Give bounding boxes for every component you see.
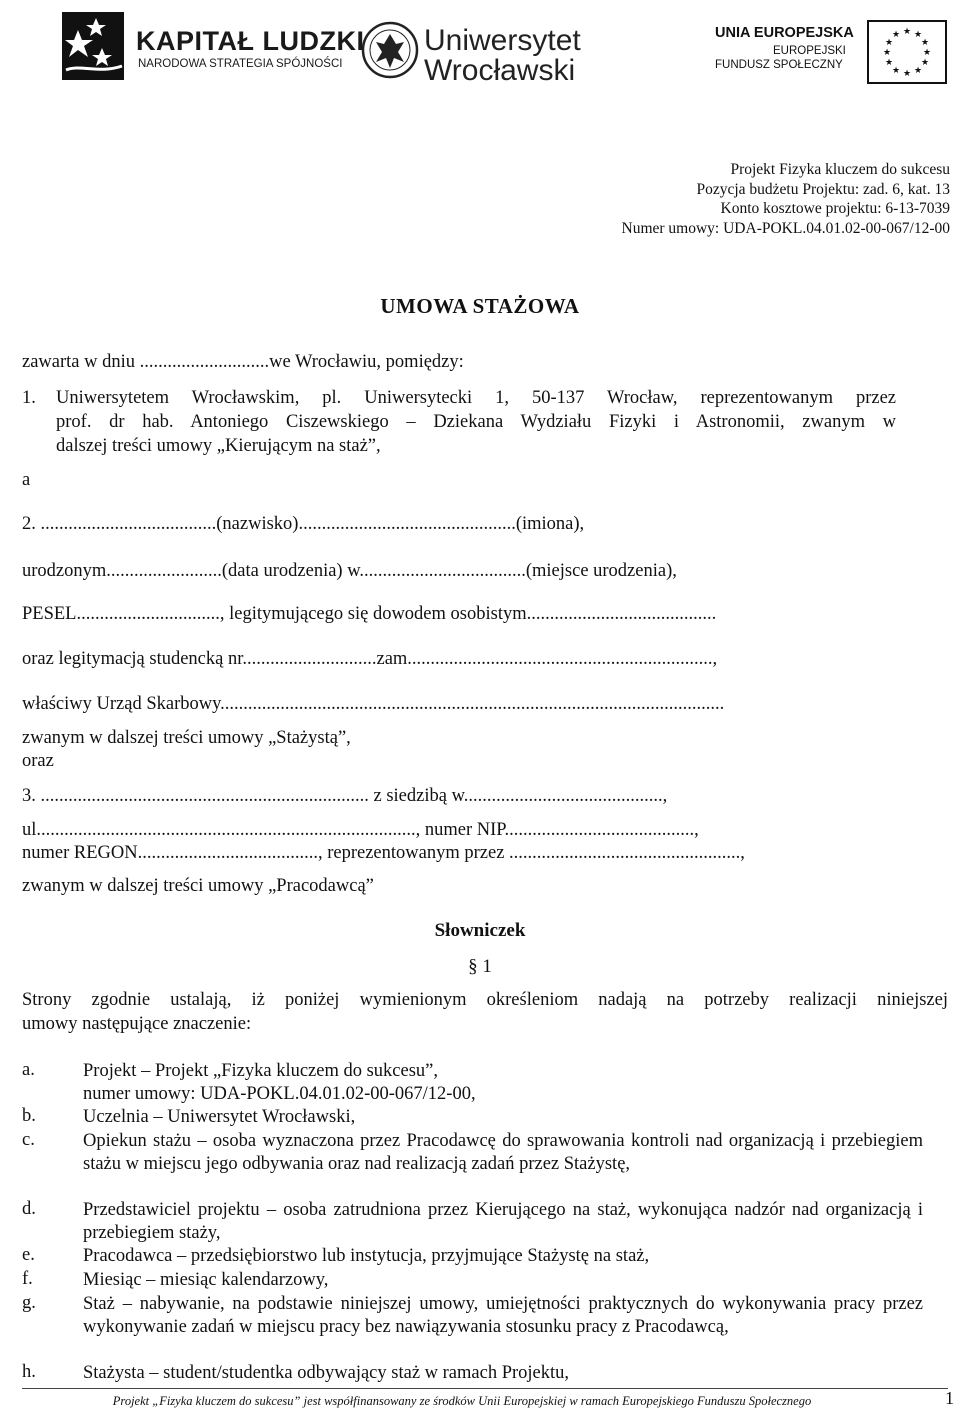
party1-line2: prof. dr hab. Antoniego Ciszewskiego – Dziekana Wydziału Fizyki i Astronomii, zwanym w — [56, 412, 896, 432]
project-name: Projekt Fizyka kluczem do sukcesu — [730, 161, 950, 178]
kl-title: KAPITAŁ LUDZKI — [136, 26, 365, 56]
header-logos — [0, 0, 960, 110]
party2-line1: 2. ......................................(nazwisko)...............................................(imiona), — [22, 514, 585, 534]
concluded-line: zawarta w dniu ............................we Wrocławiu, pomiędzy: — [22, 352, 464, 372]
list-item-letter: h. — [22, 1362, 36, 1382]
svg-text:★: ★ — [892, 66, 901, 76]
svg-text:★: ★ — [892, 30, 901, 40]
svg-text:★: ★ — [921, 58, 930, 68]
page-number: 1 — [945, 1388, 954, 1408]
glossary-intro-line1: Strony zgodnie ustalają, iż poniżej wymienionym określeniom nadają na potrzeby realizacji niniejszej — [22, 990, 948, 1010]
eu-logo — [705, 8, 950, 88]
svg-text:★: ★ — [923, 48, 932, 58]
list-item-letter: c. — [22, 1130, 35, 1150]
list-item-text: Projekt – Projekt „Fizyka kluczem do sukcesu”, numer umowy: UDA-POKL.04.01.02-00-067/12-00, — [83, 1061, 476, 1104]
list-item-letter: d. — [22, 1199, 36, 1219]
list-item-text: Przedstawiciel projektu – osoba zatrudniona przez Kierującego na staż, wykonująca nadzór nad organizacją i przebiegiem staży, — [83, 1200, 923, 1243]
uwr-name-line2: Wrocławski — [424, 54, 576, 87]
party1-number: 1. — [22, 388, 36, 408]
svg-text:★: ★ — [921, 38, 930, 48]
cost-account: Konto kosztowe projektu: 6-13-7039 — [720, 200, 950, 217]
uwr-name-line1: Uniwersytet — [424, 24, 581, 57]
document-title: UMOWA STAŻOWA — [380, 294, 580, 318]
party3-line2: ul.................................................................................., numer NIP........................................., — [22, 820, 699, 840]
glossary-title: Słowniczek — [434, 920, 526, 941]
party3-line3: numer REGON......................................., reprezentowanym przez .................................................., — [22, 843, 745, 863]
list-item-letter: g. — [22, 1293, 36, 1313]
party1-line3: dalszej treści umowy „Kierującym na staż”, — [56, 436, 381, 456]
svg-text:★: ★ — [903, 27, 912, 37]
project-info — [622, 160, 950, 238]
party2-line2: urodzonym.........................(data urodzenia) w....................................(miejsce urodzenia), — [22, 561, 677, 581]
party3-line4: zwanym w dalszej treści umowy „Pracodawcą” — [22, 876, 374, 896]
svg-text:★: ★ — [885, 38, 894, 48]
svg-text:★: ★ — [914, 66, 923, 76]
eu-line3: FUNDUSZ SPOŁECZNY — [715, 59, 843, 71]
list-item-letter: b. — [22, 1106, 36, 1126]
kapital-ludzki-emblem-icon — [60, 8, 132, 86]
list-item-text: Pracodawca – przedsiębiorstwo lub instytucja, przyjmujące Stażystę na staż, — [83, 1246, 650, 1266]
party1-line1: Uniwersytetem Wrocławskim, pl. Uniwersytecki 1, 50-137 Wrocław, reprezentowanym przez — [56, 388, 896, 408]
university-seal-icon — [360, 10, 420, 88]
list-item-text: Stażysta – student/studentka odbywający staż w ramach Projektu, — [83, 1363, 570, 1383]
kl-subtitle: NARODOWA STRATEGIA SPÓJNOŚCI — [138, 58, 343, 70]
list-item-text: Staż – nabywanie, na podstawie niniejszej umowy, umiejętności praktycznych do wykonywania pracy przez wykonywanie zadań w miejscu pracy bez nawiązywania stosunku pracy z Pracodawcą, — [83, 1294, 923, 1337]
list-item-text: Opiekun stażu – osoba wyznaczona przez Pracodawcę do sprawowania kontroli nad organizacją i przebiegiem stażu w miejscu jego odbywania oraz nad realizacją zadań przez Stażystę, — [83, 1131, 923, 1174]
svg-text:★: ★ — [883, 48, 892, 58]
party2-line4: oraz legitymacją studencką nr.............................zam.................................................................., — [22, 649, 718, 669]
glossary-intro-line2: umowy następujące znaczenie: — [22, 1014, 252, 1034]
svg-text:★: ★ — [914, 30, 923, 40]
section-number: § 1 — [468, 956, 492, 977]
svg-text:★: ★ — [903, 69, 912, 79]
party3-line1: 3. ....................................................................... z siedzibą w..........................................., — [22, 786, 668, 806]
uwr-logo — [360, 10, 580, 90]
list-item-letter: a. — [22, 1060, 35, 1080]
eu-title: UNIA EUROPEJSKA — [715, 25, 854, 41]
party2-line5: właściwy Urząd Skarbowy............................................................................................................. — [22, 694, 725, 714]
contract-number: Numer umowy: UDA-POKL.04.01.02-00-067/12-00 — [621, 219, 950, 237]
eu-flag-icon — [867, 20, 947, 84]
party2-line6: zwanym w dalszej treści umowy „Stażystą”, — [22, 728, 351, 748]
and-word: a — [22, 470, 31, 490]
list-item-letter: f. — [22, 1269, 33, 1289]
party2-line7: oraz — [22, 751, 54, 771]
party2-line3: PESEL..............................., legitymującego się dowodem osobistym......................................... — [22, 604, 717, 624]
list-item-text: Miesiąc – miesiąc kalendarzowy, — [83, 1270, 329, 1290]
list-item-letter: e. — [22, 1245, 35, 1265]
footer-divider — [22, 1388, 948, 1389]
kapital-ludzki-logo — [60, 8, 365, 88]
budget-position: Pozycja budżetu Projektu: zad. 6, kat. 13 — [696, 180, 950, 198]
svg-text:★: ★ — [885, 58, 894, 68]
eu-subtitle — [715, 44, 846, 72]
eu-line2: EUROPEJSKI — [773, 45, 846, 57]
footer-text: Projekt „Fizyka kluczem do sukcesu” jest współfinansowany ze środków Unii Europejskiej w ramach Europejskiego Funduszu Społecznego — [112, 1394, 812, 1408]
list-item-text: Uczelnia – Uniwersytet Wrocławski, — [83, 1107, 356, 1127]
